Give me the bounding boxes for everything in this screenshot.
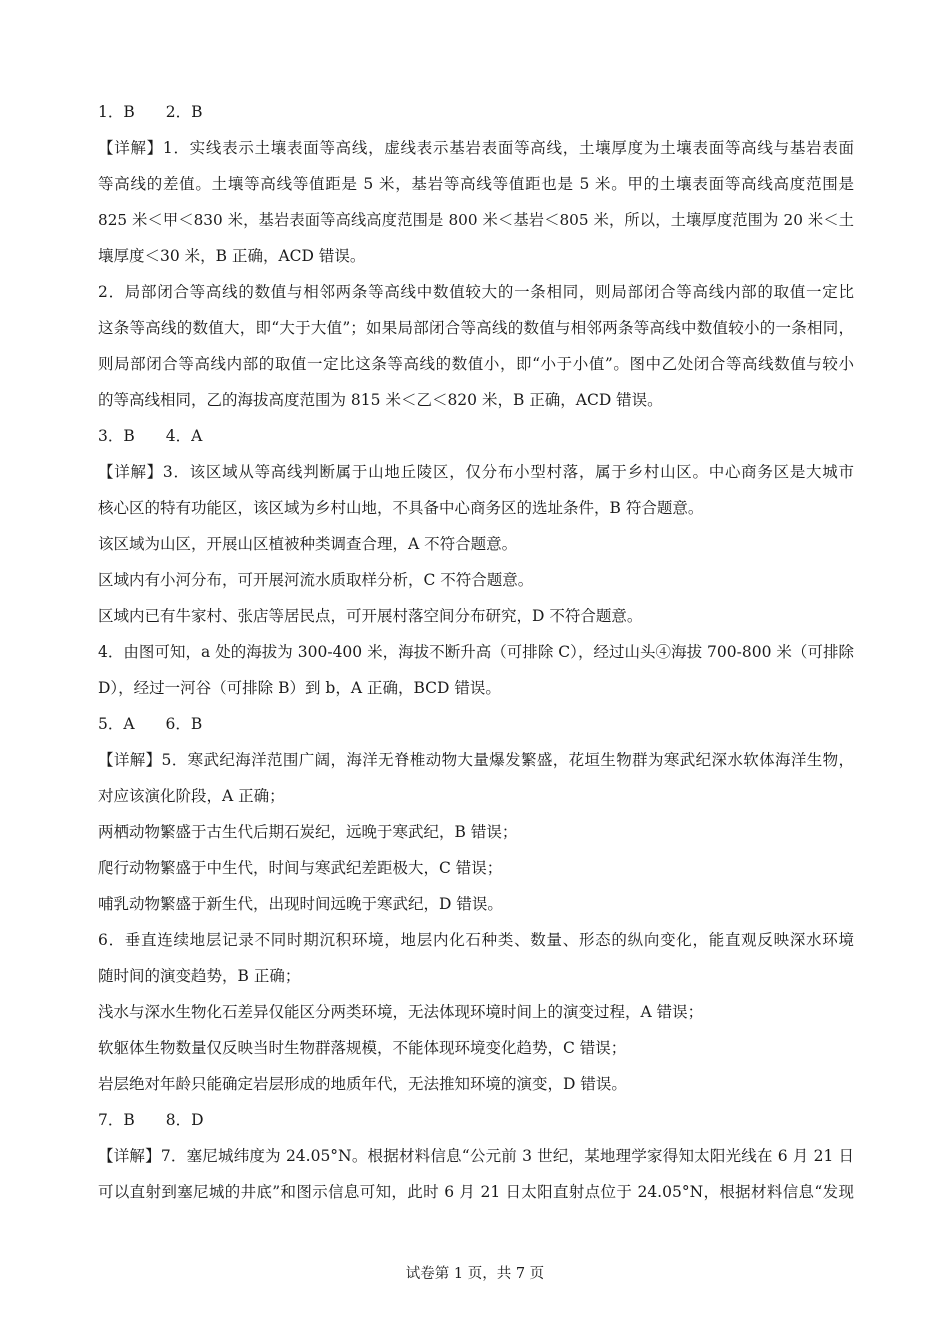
text-line: 2．局部闭合等高线的数值与相邻两条等高线中数值较大的一条相同，则局部闭合等高线内部的取值一定比 [98, 283, 854, 301]
text-line: 【详解】3．该区域从等高线判断属于山地丘陵区，仅分布小型村落，属于乡村山区。中心商务区是大城市 [98, 463, 854, 481]
text-line: 825 米＜甲＜830 米，基岩表面等高线高度范围是 800 米＜基岩＜805 米，所以，土壤厚度范围为 20 米＜土 [98, 211, 854, 229]
text-line: D），经过一河谷（可排除 B）到 b，A 正确，BCD 错误。 [98, 679, 501, 697]
text-line: 爬行动物繁盛于中生代，时间与寒武纪差距极大，C 错误； [98, 859, 503, 877]
answer-key-line: 7．B 8．D [98, 1111, 204, 1129]
text-line: 对应该演化阶段，A 正确； [98, 787, 285, 805]
explanation-paragraph [98, 850, 854, 886]
explanation-paragraph [98, 130, 854, 274]
explanation-paragraph [98, 814, 854, 850]
explanation-paragraph [98, 1030, 854, 1066]
text-line: 浅水与深水生物化石差异仅能区分两类环境，无法体现环境时间上的演变过程，A 错误； [98, 1003, 704, 1021]
text-line: 壤厚度＜30 米，B 正确，ACD 错误。 [98, 247, 366, 265]
answer-content [98, 94, 854, 1210]
text-line: 哺乳动物繁盛于新生代，出现时间远晚于寒武纪，D 错误。 [98, 895, 503, 913]
text-line: 则局部闭合等高线内部的取值一定比这条等高线的数值小，即“小于小值”。图中乙处闭合等高线数值与较小 [98, 355, 854, 373]
text-line: 岩层绝对年龄只能确定岩层形成的地质年代，无法推知环境的演变，D 错误。 [98, 1075, 627, 1093]
explanation-paragraph [98, 1066, 854, 1102]
explanation-paragraph [98, 922, 854, 994]
text-line: 等高线的差值。土壤等高线等值距是 5 米，基岩等高线等值距也是 5 米。甲的土壤表面等高线高度范围是 [98, 175, 854, 193]
explanation-paragraph [98, 598, 854, 634]
text-line: 随时间的演变趋势，B 正确； [98, 967, 301, 985]
explanation-paragraph [98, 274, 854, 418]
text-line: 的等高线相同，乙的海拔高度范围为 815 米＜乙＜820 米，B 正确，ACD 错误。 [98, 391, 663, 409]
text-line: 这条等高线的数值大，即“大于大值”；如果局部闭合等高线的数值与相邻两条等高线中数值较小的一条相同， [98, 319, 854, 337]
answer-key-line: 3．B 4．A [98, 427, 203, 445]
explanation-paragraph [98, 886, 854, 922]
explanation-paragraph [98, 1138, 854, 1210]
text-line: 软躯体生物数量仅反映当时生物群落规模，不能体现环境变化趋势，C 错误； [98, 1039, 627, 1057]
text-line: 两栖动物繁盛于古生代后期石炭纪，远晚于寒武纪，B 错误； [98, 823, 518, 841]
text-line: 核心区的特有功能区，该区域为乡村山地，不具备中心商务区的选址条件，B 符合题意。 [98, 499, 704, 517]
text-line: 4．由图可知，a 处的海拔为 300-400 米，海拔不断升高（可排除 C），经过山头④海拔 700-800 米（可排除 [98, 643, 854, 661]
explanation-paragraph [98, 742, 854, 814]
text-line: 该区域为山区，开展山区植被种类调查合理，A 不符合题意。 [98, 535, 518, 553]
text-line: 6．垂直连续地层记录不同时期沉积环境，地层内化石种类、数量、形态的纵向变化，能直观反映深水环境 [98, 931, 854, 949]
text-line: 【详解】1．实线表示土壤表面等高线，虚线表示基岩表面等高线，土壤厚度为土壤表面等高线与基岩表面 [98, 139, 854, 157]
answer-key-line: 5．A 6．B [98, 715, 203, 733]
page-footer: 试卷第 1 页，共 7 页 [405, 1266, 545, 1282]
text-line: 【详解】5．寒武纪海洋范围广阔，海洋无脊椎动物大量爆发繁盛，花垣生物群为寒武纪深水软体海洋生物， [98, 751, 854, 769]
text-line: 区域内有小河分布，可开展河流水质取样分析，C 不符合题意。 [98, 571, 534, 589]
text-line: 可以直射到塞尼城的井底”和图示信息可知，此时 6 月 21 日太阳直射点位于 24.05°N，根据材料信息“发现 [98, 1183, 854, 1201]
explanation-paragraph [98, 454, 854, 526]
answer-key-line: 1．B 2．B [98, 103, 203, 121]
text-line: 【详解】7．塞尼城纬度为 24.05°N。根据材料信息“公元前 3 世纪，某地理学家得知太阳光线在 6 月 21 日 [98, 1147, 854, 1165]
text-line: 区域内已有牛家村、张店等居民点，可开展村落空间分布研究，D 不符合题意。 [98, 607, 643, 625]
explanation-paragraph [98, 562, 854, 598]
explanation-paragraph [98, 526, 854, 562]
explanation-paragraph [98, 994, 854, 1030]
explanation-paragraph [98, 634, 854, 706]
